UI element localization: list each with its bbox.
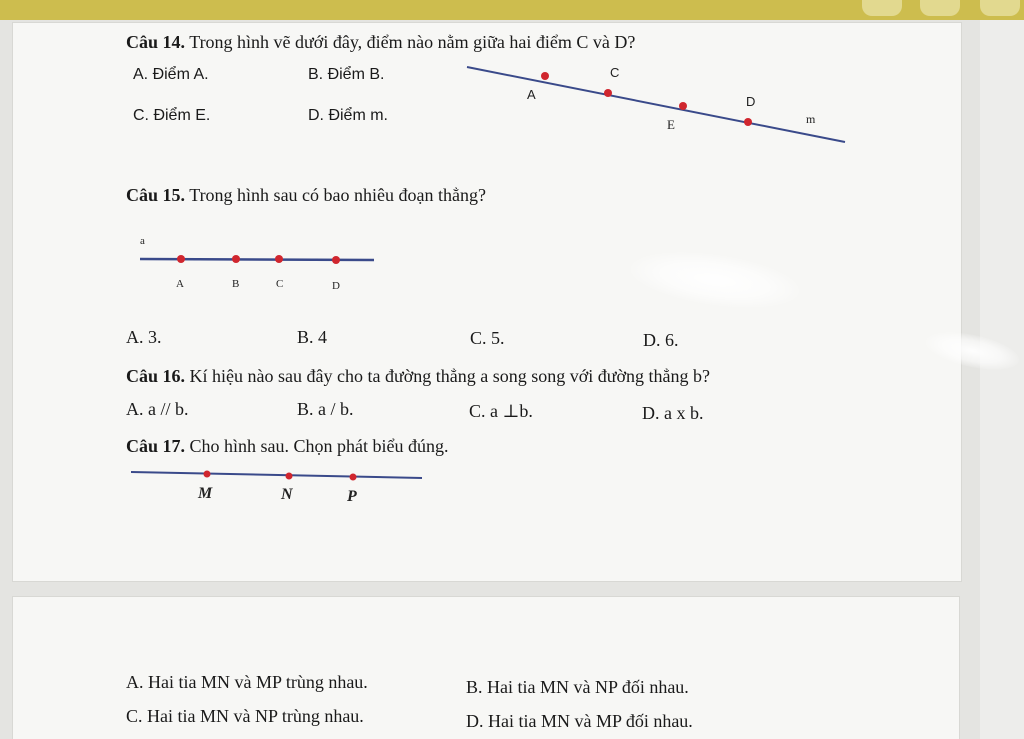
q16-option-c[interactable]: C. a ⊥b. [469, 401, 533, 421]
q15-label-a: A [176, 278, 184, 290]
q17-point-m [204, 471, 211, 478]
q14-number: Câu 14. [126, 32, 186, 52]
q14-point-a [604, 89, 612, 97]
q15-option-d[interactable]: D. 6. [643, 330, 679, 350]
q14-option-d[interactable]: D. Điểm m. [308, 107, 388, 124]
q17-option-b[interactable]: B. Hai tia MN và NP đối nhau. [466, 677, 689, 697]
q15-label-b: B [232, 278, 240, 290]
q14-label-d: D [746, 94, 756, 109]
q17-option-c[interactable]: C. Hai tia MN và NP trùng nhau. [126, 706, 364, 726]
q17-option-d[interactable]: D. Hai tia MN và MP đối nhau. [466, 711, 693, 731]
q14-option-b[interactable]: B. Điểm B. [308, 66, 385, 83]
q15-number: Câu 15. [126, 185, 186, 205]
q16-option-a[interactable]: A. a // b. [126, 399, 189, 419]
q15-text: Trong hình sau có bao nhiêu đoạn thẳng? [189, 185, 486, 205]
q14-line-m [467, 67, 845, 142]
q17-text: Cho hình sau. Chọn phát biểu đúng. [189, 436, 449, 456]
q14-option-a[interactable]: A. Điểm A. [133, 66, 209, 83]
q17-number: Câu 17. [126, 436, 186, 456]
q17-line [131, 472, 422, 478]
q14-point-e [744, 118, 752, 126]
q15-option-b[interactable]: B. 4 [297, 327, 328, 347]
q15-option-a[interactable]: A. 3. [126, 327, 162, 347]
q14-point-d [679, 102, 687, 110]
q14-label-m: m [806, 112, 816, 126]
q15-point-d [332, 256, 340, 264]
q16-option-d[interactable]: D. a x b. [642, 403, 704, 423]
q16-option-b[interactable]: B. a / b. [297, 399, 354, 419]
q14-label-a: A [527, 87, 536, 102]
q14-label-c: C [610, 65, 620, 80]
q15-question [126, 185, 486, 206]
q14-option-c[interactable]: C. Điểm E. [133, 107, 211, 124]
q16-number: Câu 16. [126, 366, 186, 386]
q15-option-c[interactable]: C. 5. [470, 328, 505, 348]
q17-label-m: M [198, 485, 213, 502]
q16-text: Kí hiệu nào sau đây cho ta đường thẳng a song song với đường thẳng b? [189, 366, 710, 386]
q15-point-b [232, 255, 240, 263]
q15-label-line-a: a [140, 235, 145, 247]
q17-point-n [286, 473, 293, 480]
q14-label-e: E [667, 117, 675, 132]
q14-point-c [541, 72, 549, 80]
q17-point-p [350, 474, 357, 481]
q17-option-a[interactable]: A. Hai tia MN và MP trùng nhau. [126, 672, 368, 692]
q15-label-d: D [332, 280, 340, 292]
q14-text: Trong hình vẽ dưới đây, điểm nào nằm giữa hai điểm C và D? [189, 32, 636, 52]
q15-point-c [275, 255, 283, 263]
q17-label-p: P [347, 488, 357, 505]
q17-label-n: N [281, 486, 293, 503]
q16-question [126, 366, 710, 387]
q15-point-a [177, 255, 185, 263]
q15-label-c: C [276, 278, 284, 290]
q17-question [126, 436, 449, 457]
